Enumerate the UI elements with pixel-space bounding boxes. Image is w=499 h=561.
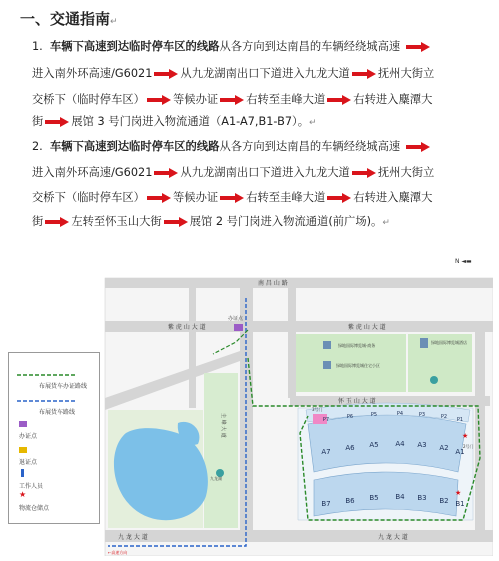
hall-label-p2: P2	[440, 414, 448, 420]
red-arrow-icon	[352, 168, 376, 178]
hall-label-b1: B1	[455, 500, 465, 508]
hall-label-b5: B5	[369, 494, 379, 502]
exit-note: ←高速方向	[108, 550, 128, 555]
hall-label-p5: P5	[370, 412, 378, 418]
building2-label: 绿地国际博览城住宅小区	[336, 363, 380, 368]
route1-heading: 车辆下高速到达临时停车区的线路	[49, 40, 220, 53]
lake-label: 九龙湖	[210, 476, 222, 481]
route2-line1-text: 从各方向到达南昌的车辆经绕城高速	[219, 140, 401, 153]
road-label-upper: 紫 虎 山 大 道	[168, 324, 206, 331]
route1-line3	[32, 91, 432, 107]
road-vertical-2	[288, 278, 296, 398]
route2-line4-b: 左转至怀玉山大街	[71, 215, 162, 228]
hall-label-p1: P1	[456, 417, 464, 423]
route2-line3-d: 右转进入麋潭大	[353, 191, 433, 204]
route1-line2-b: 从九龙湖南出口下道进入九龙大道	[180, 67, 350, 80]
route2-line2-a: 进入南外环高速/G6021	[32, 166, 153, 179]
route1-line2-c: 抚州大街立	[377, 67, 435, 80]
office-point-label: 办证点	[228, 316, 244, 322]
building-icon	[420, 338, 428, 348]
route1-line4-b: 展馆 3 号门岗进入物流通道（A1-A7,B1-B7）。	[71, 115, 309, 128]
legend-office: 办证点	[19, 433, 38, 440]
route2-line4-c: 展馆 2 号门岗进入物流通道(前广场)。	[189, 215, 383, 228]
red-arrow-icon	[154, 69, 178, 79]
route2-line4-a: 街	[32, 215, 44, 228]
route1-line4: 街 展馆 3 号门岗进入物流通道（A1-A7,B1-B7）。↵	[32, 115, 317, 128]
route2-line3	[32, 189, 432, 205]
gate2-label: 2号门	[463, 444, 474, 449]
road-label-vertical: 圭 峰 大 道	[220, 413, 226, 438]
red-arrow-icon	[406, 42, 430, 52]
office-point-icon	[234, 324, 243, 331]
route1-line4-a: 街	[32, 115, 44, 128]
route2-heading: 车辆下高速到达临时停车区的线路	[49, 140, 220, 153]
hall-label-p7: P7	[322, 417, 330, 423]
hall-label-b2: B2	[439, 497, 449, 505]
hall-label-a6: A6	[345, 444, 355, 452]
route2-line3-c: 右转至圭峰大道	[246, 191, 326, 204]
route1-line2-a: 进入南外环高速/G6021	[32, 67, 153, 80]
red-arrow-icon	[164, 217, 188, 227]
route2-number: 2.	[32, 140, 43, 153]
legend-green-route: 布展货车办证路线	[39, 383, 88, 390]
green-zone-3	[204, 373, 238, 528]
hall-label-a7: A7	[321, 448, 331, 456]
office-legend-icon	[19, 421, 27, 427]
section-title-text: 一、交通指南	[20, 10, 111, 28]
route2-line2-c: 抚州大街立	[377, 166, 435, 179]
route1-line1	[32, 38, 432, 54]
red-arrow-icon	[147, 95, 171, 105]
hall-label-p3: P3	[418, 412, 426, 418]
road-bottom	[105, 530, 493, 542]
hall-label-b7: B7	[321, 500, 331, 508]
building-icon	[323, 341, 331, 349]
hotel-label: 绿地国际博览城酒店	[431, 340, 467, 345]
road-label-bottom-right: 九 龙 大 道	[378, 534, 408, 541]
route2-line3-b: 等候办证	[172, 191, 219, 204]
red-arrow-icon	[406, 142, 430, 152]
route1-line3-a: 交桥下（临时停车区）	[32, 93, 145, 106]
hall-label-a4: A4	[395, 440, 405, 448]
legend-logistics: 物流仓储点	[19, 505, 50, 512]
road-right	[475, 332, 485, 542]
road-label-top: 南 昌 山 路	[258, 280, 288, 287]
route1-number: 1.	[32, 40, 43, 53]
legend-staff: 工作人员	[19, 483, 44, 490]
compass-icon: N ◄▬	[455, 258, 472, 265]
red-arrow-icon	[352, 69, 376, 79]
road-label-middle: 怀 玉 山 大 道	[338, 398, 376, 405]
red-arrow-icon	[327, 95, 351, 105]
route2-line4: 街 左转至怀玉山大街 展馆 2 号门岗进入物流通道(前广场)。↵	[32, 215, 390, 228]
route1-line3-b: 等候办证	[172, 93, 219, 106]
building1-label: 绿地国际博览城·商务	[338, 343, 376, 348]
hall-label-a3: A3	[417, 441, 427, 449]
road-label-bottom-left: 九 龙 大 道	[118, 534, 148, 541]
landmark-icon	[430, 376, 438, 384]
wait-legend-icon	[19, 447, 27, 453]
logistics-star-icon: ★	[455, 489, 462, 497]
road-top	[105, 278, 493, 288]
hall-label-b4: B4	[395, 493, 405, 501]
route2-line2	[32, 164, 434, 180]
map-legend	[8, 352, 100, 524]
red-arrow-icon	[220, 193, 244, 203]
red-arrow-icon	[45, 117, 69, 127]
staff-legend-icon	[21, 469, 24, 477]
logistics-star-icon: ★	[462, 432, 469, 440]
road-upper	[105, 321, 493, 332]
route1-line3-d: 右转进入麋潭大	[353, 93, 433, 106]
hall-label-p6: P6	[346, 414, 354, 420]
legend-blue-route: 布展货车路线	[39, 409, 76, 416]
red-arrow-icon	[45, 217, 69, 227]
compass-label: N	[455, 258, 460, 265]
section-title: 一、交通指南↵	[20, 10, 118, 28]
route1-line1-text: 从各方向到达南昌的车辆经绕城高速	[219, 40, 401, 53]
route2-line1	[32, 138, 432, 154]
route1-line3-c: 右转至圭峰大道	[246, 93, 326, 106]
road-vertical-3	[189, 288, 196, 408]
red-arrow-icon	[220, 95, 244, 105]
hall-label-b3: B3	[417, 494, 427, 502]
hall-label-p4: P4	[396, 411, 404, 417]
road-label-upper-right: 紫 虎 山 大 道	[348, 324, 386, 331]
star-legend-icon: ★	[19, 490, 27, 499]
hall-label-a5: A5	[369, 441, 379, 449]
hall-label-a2: A2	[439, 444, 449, 452]
route2-line2-b: 从九龙湖南出口下道进入九龙大道	[180, 166, 350, 179]
red-arrow-icon	[147, 193, 171, 203]
legend-wait: 退证点	[19, 459, 38, 466]
route1-line2	[32, 65, 434, 81]
red-arrow-icon	[154, 168, 178, 178]
gate3-label: 3号门	[312, 407, 323, 412]
building-icon	[323, 361, 331, 369]
route2-line3-a: 交桥下（临时停车区）	[32, 191, 145, 204]
red-arrow-icon	[327, 193, 351, 203]
hall-label-b6: B6	[345, 497, 355, 505]
hall-label-a1: A1	[455, 448, 465, 456]
